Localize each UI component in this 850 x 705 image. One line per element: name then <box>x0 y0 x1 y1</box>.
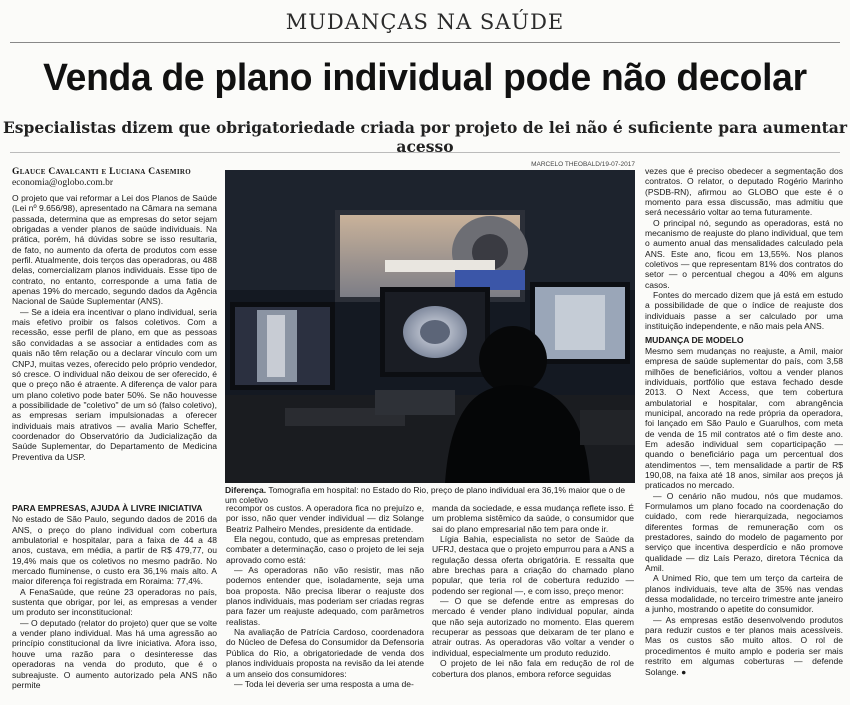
subheadline: Especialistas dizem que obrigatoriedade criada por projeto de lei não é suficiente para aumentar acesso <box>2 118 848 156</box>
paragraph: Ela negou, contudo, que as empresas pretendam combater a determinação, caso o projeto de lei seja aprovado como está: <box>226 534 424 565</box>
photo-caption-lead: Diferença. <box>225 485 267 495</box>
author-email[interactable]: economia@oglobo.com.br <box>12 178 114 188</box>
paragraph: vezes que é preciso obedecer a segmentação dos contratos. O relator, o deputado Rogério Marinho (PSDB-RN), afirmou ao GLOBO que este é o momento para essa discussão, mas admitiu que será necessário voltar ao tema futuramente. <box>645 166 843 218</box>
column-3-lower <box>432 503 634 702</box>
column-4 <box>645 166 843 702</box>
paragraph: Mesmo sem mudanças no reajuste, a Amil, maior empresa de saúde suplementar do país, com 3,58 milhões de beneficiários, voltou a vender planos individuais, portfólio que estava fechado desde 2013. O Next Access, que tem cobertura ambulatorial e hospitalar, com abrangência municipal, ancorado na rede própria da operadora, foi lançado em São Paulo e Guarulhos, com meta de venda de 15 mil contratos até o fim deste ano. Em adesão individual sem coparticipação — quando o beneficiário paga um percentual dos atendimentos —, tem mensalidade a partir de R$ 190,08, na faixa até 18 anos, similar aos preços já praticados no mercado. <box>645 345 843 491</box>
paragraph: A Unimed Rio, que tem um terço da carteira de planos individuais, teve alta de 35% nas vendas dessa modalidade, no terceiro trimestre ante janeiro a junho, mostrando o apetite do consumidor. <box>645 573 843 615</box>
paragraph: O principal nó, segundo as operadoras, está no mecanismo de reajuste do plano individual, que tem o aumento anual das mensalidades calculado pela ANS. Este ano, ficou em 13,55%. Nos planos coletivos — que representam 81% dos contratos do setor — o percentual chegou a 40% em alguns casos. <box>645 217 843 290</box>
paragraph: A FenaSaúde, que reúne 23 operadoras no país, sustenta que obrigar, por lei, as empresas a vender um produto ser inconstitucional: <box>12 586 217 618</box>
paragraph: O projeto de lei não fala em redução de rol de cobertura dos planos, embora reforce seguidas <box>432 658 634 679</box>
paragraph: Na avaliação de Patrícia Cardoso, coordenadora do Núcleo de Defesa do Consumidor da Defensoria Pública do Rio, a obrigatoriedade de venda dos planos individuais proposta na revisão da lei atende a um anseio dos consumidores: <box>226 627 424 679</box>
paragraph: manda da sociedade, e essa mudança reflete isso. É um problema sistêmico da saúde, o consumidor que sai do plano empresarial não tem para onde ir. <box>432 503 634 534</box>
paragraph: recompor os custos. A operadora fica no prejuízo e, por isso, não quer vender individual — diz Solange Beatriz Palheiro Mendes, presidente da entidade. <box>226 503 424 534</box>
photo-credit: MARCELO THEOBALD/19-07-2017 <box>531 161 635 168</box>
section-title: MUDANÇAS NA SAÚDE <box>285 10 565 34</box>
photo-caption <box>225 485 635 505</box>
paragraph: O projeto que vai reformar a Lei dos Planos de Saúde (Lei nº 9.656/98), apresentado na Câmara na semana passada, determina que as empresas do setor sejam obrigadas a vender planos de saúde individuais. Na prática, porém, há dúvidas sobre se isso resultaria, de fato, no aumento da oferta de produtos com esse perfil. Atualmente, dois terços das operadoras, ou 488 delas, comercializam planos individuais. Esse tipo de contrato, no entanto, corresponde a uma fatia de apenas 19% do mercado, segundo dados da Agência Nacional de Saúde Suplementar (ANS). <box>12 193 217 307</box>
section-divider <box>10 42 840 43</box>
byline: Glauce Cavalcanti e Luciana Casemiro <box>12 167 191 177</box>
paragraph: — O que se defende entre as empresas do mercado é vender plano individual popular, ainda que não seja autorizado no momento. Elas querem recuperar as pessoas que deixaram de ter plano e atrair outras. As operadoras vão voltar a vender o individual, especialmente um produto reduzido. <box>432 596 634 658</box>
paragraph: — As operadoras não vão resistir, mas não podemos entender que, isoladamente, seja uma boa proposta. Não precisa liberar o reajuste dos planos individuais, mas poderiam ser criadas regras para fazer um reajuste adequado, com parâmetros realistas. <box>226 565 424 627</box>
paragraph: — As empresas estão desenvolvendo produtos para reduzir custos e ter planos mais acessíveis. Mas os custos são muito altos. O rol de procedimentos é muito amplo e poderia ser mais restrito em algumas coberturas — defende Solange. ● <box>645 614 843 677</box>
headline: Venda de plano individual pode não decolar <box>43 57 807 99</box>
subsection-heading: PARA EMPRESAS, AJUDA À LIVRE INICIATIVA <box>12 503 203 513</box>
paragraph: — O cenário não mudou, nós que mudamos. Formulamos um plano focado na coordenação do cuidado, com rede hierarquizada, negociamos diferentes formas de remuneração com os prestadores, saindo do modelo de pagamento por serviço que incentiva desperdício e não promove qualidade — diz Laís Perazo, diretora Técnica da Amil. <box>645 490 843 574</box>
paragraph: Lígia Bahia, especialista no setor de Saúde da UFRJ, destaca que o projeto empurrou para a ANS a regulação dessa oferta obrigatória. E ressalta que abre brechas para a criação do chamado plano popular, que teria rol de cobertura reduzido — podendo ser regional —, e com isso, preço menor: <box>432 534 634 596</box>
article-photo <box>225 170 635 483</box>
paragraph: — Toda lei deveria ser uma resposta a uma de- <box>234 678 414 689</box>
subsection-heading: MUDANÇA DE MODELO <box>645 334 744 345</box>
column-1-lower <box>12 500 217 702</box>
paragraph: — Se a ideia era incentivar o plano individual, seria mais efetivo proibir os falsos coletivos. Com a recessão, esse perfil de plano, em que as pessoas são convidadas a se associar a entidades com as quais não têm relação ou a declarar vínculo com um CNPJ, muitas vezes, oferecido pelo próprio vendedor, só cresce. O individual não deixou de ser oferecido, é que o preço não é atraente. A diferença de valor para um plano coletivo pode bater 50%. Se não houvesse a possibilidade de "coletivo" de um só (falso coletivo), as empresas seriam impulsionadas a oferecer individuais mais atrativos — avalia Mario Scheffer, coordenador do Observatório da Judicialização da Saúde Suplementar, do Departamento de Medicina Preventiva da USP. <box>12 306 217 462</box>
column-1-upper <box>12 193 217 498</box>
photo-caption-text: Tomografia em hospital: no Estado do Rio, preço de plano individual era 36,1% maior que o de um coletivo <box>225 485 626 505</box>
column-2-lower <box>226 503 424 702</box>
subhead-divider <box>10 152 840 153</box>
paragraph: Fontes do mercado dizem que já está em estudo a possibilidade de que o índice de reajuste dos individuais passe a ser calculado por uma instituição independente, e não mais pela ANS. <box>645 290 843 332</box>
ct-scan-room-image <box>225 170 635 483</box>
paragraph: — O deputado (relator do projeto) quer que se volte a vender plano individual. Mas há uma agressão ao princípio constitucional da livre iniciativa. Afora isso, houve uma razão para o desinteresse das operadoras na venda do produto, que é o subreajuste. O aumento autorizado pela ANS não permite <box>12 617 217 690</box>
paragraph: No estado de São Paulo, segundo dados de 2016 da ANS, o preço do plano individual com cobertura ambulatorial e hospitalar, para a faixa de 44 a 48 anos, custava, em média, a partir de R$ 479,77, ou 19,4% mais que os coletivos no mesmo padrão. No mercado fluminense, o custo era 36,1% mais alto. A maior diferença foi registrada em Roraima: 77,4%. <box>12 514 217 587</box>
